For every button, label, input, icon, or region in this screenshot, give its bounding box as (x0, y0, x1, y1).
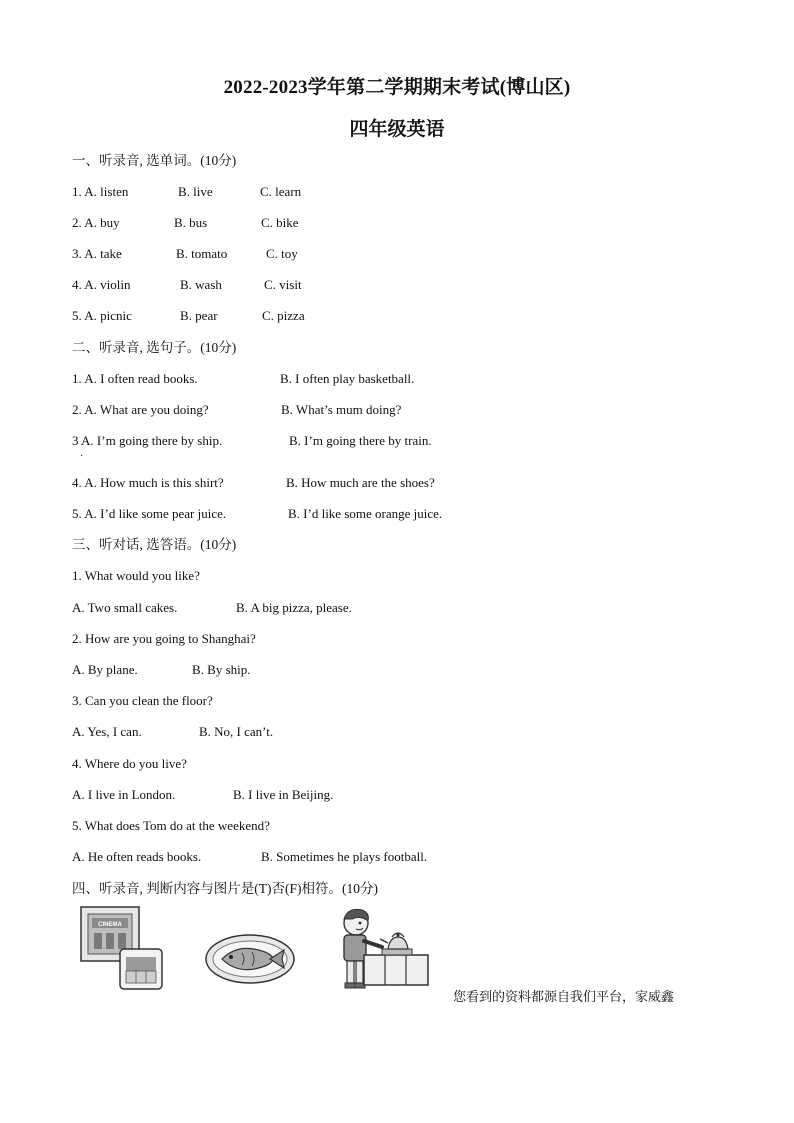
s3-answer-5-b: B. Sometimes he plays football. (261, 849, 428, 864)
s3-question-5: 5. What does Tom do at the weekend? (72, 818, 270, 833)
s2-item-3-b: B. I’m going there by train. (289, 433, 432, 448)
section-1-heading: 一、听录音, 选单词。(10分) (72, 153, 237, 168)
s3-answer-2-a: A. By plane. (72, 662, 138, 677)
s1-item-5-b: B. pear (180, 308, 218, 323)
s1-item-1-a: 1. A. listen (72, 184, 129, 199)
s1-item-2-a: 2. A. buy (72, 215, 120, 230)
exam-title: 2022-2023学年第二学期期末考试(博山区) (223, 77, 571, 98)
s1-item-5-c: C. pizza (262, 308, 305, 323)
s1-item-1-c: C. learn (260, 184, 302, 199)
s1-item-4-a: 4. A. violin (72, 277, 131, 292)
s3-answer-5-a: A. He often reads books. (72, 849, 202, 864)
s1-item-2-b: B. bus (174, 215, 208, 230)
s3-answer-1-a: A. Two small cakes. (72, 600, 178, 615)
section-2-heading: 二、听录音, 选句子。(10分) (72, 340, 237, 355)
s2-item-5-b: B. I’d like some orange juice. (288, 506, 443, 521)
cinema-picture (78, 905, 168, 993)
cinema-sign-text: CINEMA (98, 922, 122, 928)
s2-item-1-b: B. I often play basketball. (280, 371, 415, 386)
s2-item-3-a: 3 A. I’m going there by ship. (72, 433, 223, 448)
s3-answer-3-a: A. Yes, I can. (72, 724, 142, 739)
section-4-heading: 四、听录音, 判断内容与图片是(T)否(F)相符。(10分) (72, 881, 378, 896)
s3-answer-4-b: B. I live in Beijing. (233, 787, 334, 802)
s1-item-3-c: C. toy (266, 246, 298, 261)
s1-item-4-b: B. wash (180, 277, 222, 292)
s1-item-1-b: B. live (178, 184, 213, 199)
s2-item-4-b: B. How much are the shoes? (286, 475, 435, 490)
s1-item-3-a: 3. A. take (72, 246, 122, 261)
stray-dot: · (80, 451, 84, 462)
s3-question-2: 2. How are you going to Shanghai? (72, 631, 256, 646)
s3-question-1: 1. What would you like? (72, 568, 200, 583)
s2-item-2-a: 2. A. What are you doing? (72, 402, 209, 417)
s3-answer-4-a: A. I live in London. (72, 787, 176, 802)
s3-answer-2-b: B. By ship. (192, 662, 251, 677)
exam-subtitle: 四年级英语 (349, 119, 445, 140)
footer-watermark: 您看到的资料都源自我们平台，家威鑫 (453, 990, 675, 1005)
s1-item-4-c: C. visit (264, 277, 302, 292)
section-3-heading: 三、听对话, 选答语。(10分) (72, 537, 237, 552)
s1-item-2-c: C. bike (261, 215, 299, 230)
s3-question-3: 3. Can you clean the floor? (72, 693, 213, 708)
s3-question-4: 4. Where do you live? (72, 756, 187, 771)
s2-item-5-a: 5. A. I’d like some pear juice. (72, 506, 227, 521)
boy-kettle-picture (334, 907, 434, 993)
fish-plate-picture (204, 933, 296, 985)
s3-answer-3-b: B. No, I can’t. (199, 724, 274, 739)
s2-item-1-a: 1. A. I often read books. (72, 371, 198, 386)
s3-answer-1-b: B. A big pizza, please. (236, 600, 352, 615)
s1-item-3-b: B. tomato (176, 246, 228, 261)
s2-item-2-b: B. What’s mum doing? (281, 402, 402, 417)
s1-item-5-a: 5. A. picnic (72, 308, 132, 323)
s2-item-4-a: 4. A. How much is this shirt? (72, 475, 224, 490)
